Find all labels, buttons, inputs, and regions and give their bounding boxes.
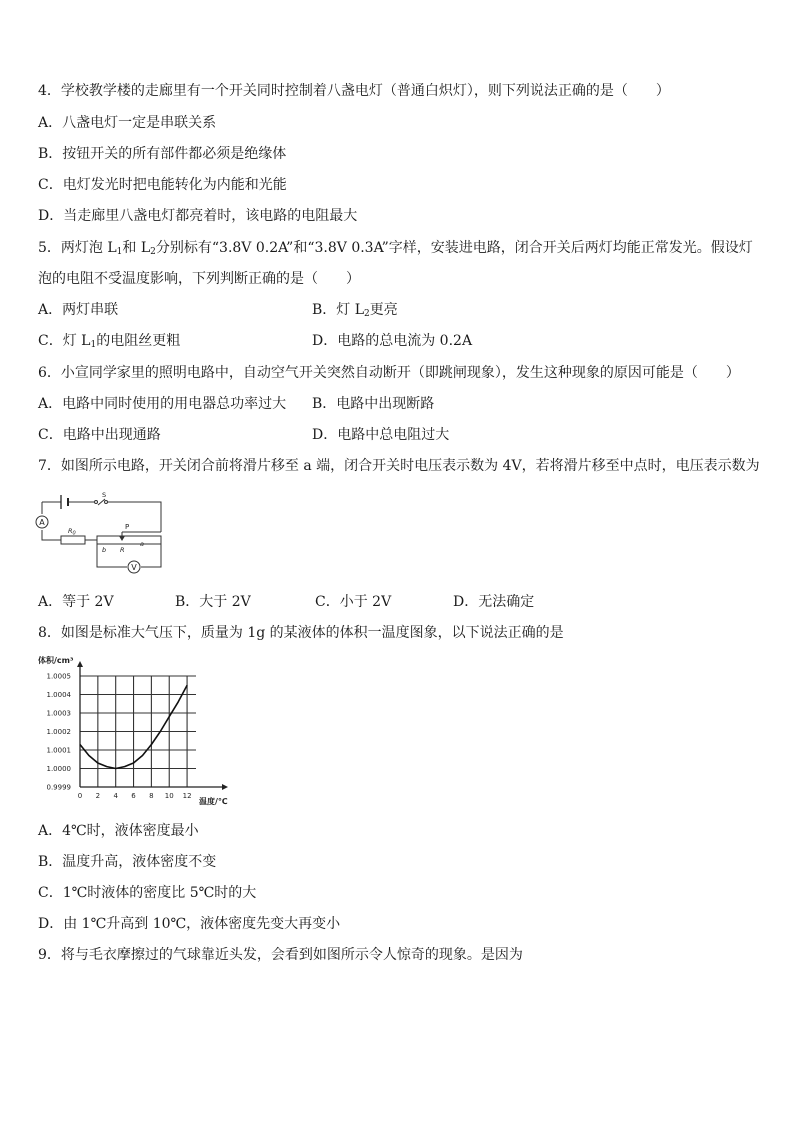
y-tick-label: 1.0000 bbox=[46, 765, 71, 773]
rheostat-end-a: a bbox=[140, 540, 144, 548]
x-tick-label: 0 bbox=[77, 792, 83, 800]
q7-option-a: A．等于 2V bbox=[38, 594, 114, 610]
y-axis-arrow bbox=[77, 661, 83, 667]
y-tick-label: 1.0003 bbox=[46, 709, 71, 718]
volume-temperature-chart bbox=[34, 652, 236, 812]
y-tick-label: 1.0002 bbox=[46, 728, 71, 736]
q6-option-a: A．电路中同时使用的用电器总功率过大 bbox=[38, 396, 287, 412]
y-tick-label: 0.9999 bbox=[46, 783, 71, 792]
q8-option-a: A．4℃时，液体密度最小 bbox=[38, 823, 199, 839]
rheostat-end-b: b bbox=[102, 546, 107, 554]
rheostat-label: R bbox=[120, 546, 125, 554]
q4-option-c: C．电灯发光时把电能转化为内能和光能 bbox=[38, 177, 287, 193]
q5-option-a: A．两灯串联 bbox=[38, 302, 119, 318]
q7-option-d: D．无法确定 bbox=[453, 594, 535, 610]
q5-option-d: D．电路的总电流为 0.2A bbox=[312, 333, 473, 349]
q6-stem: 6．小宣同学家里的照明电路中，自动空气开关突然自动断开（即跳闸现象），发生这种现象的原因可能是（ ） bbox=[38, 365, 740, 381]
x-tick-label: 2 bbox=[95, 792, 101, 800]
q5-stem-line2: 泡的电阻不受温度影响，下列判断正确的是（ ） bbox=[38, 271, 360, 287]
voltmeter-label: V bbox=[131, 563, 137, 572]
q6-option-d: D．电路中总电阻过大 bbox=[312, 427, 450, 443]
q4-stem: 4．学校教学楼的走廊里有一个开关同时控制着八盏电灯（普通白炽灯），则下列说法正确的是（ ） bbox=[38, 83, 670, 99]
q5-stem-line1: 5．两灯泡 $L_1$和 $L_2$分别标有“3.8V 0.2A”和“3.8V 0.3A”字样，安装进电路，闭合开关后两灯均能正常发光。假设灯 bbox=[38, 240, 753, 257]
fixed-resistor bbox=[61, 536, 85, 544]
q5-option-c: C．灯 $L_1$的电阻丝更粗 bbox=[38, 333, 181, 350]
q8-stem: 8．如图是标准大气压下，质量为 1g 的某液体的体积一温度图象，以下说法正确的是 bbox=[38, 625, 564, 641]
switch-contact-left bbox=[95, 501, 98, 504]
chart-y-axis-label: 体积/cm³ bbox=[38, 656, 74, 665]
q4-option-a: A．八盏电灯一定是串联关系 bbox=[38, 115, 217, 131]
q7-option-b: B．大于 2V bbox=[175, 594, 251, 610]
switch-label: S bbox=[102, 491, 107, 499]
q8-option-d: D．由 1℃升高到 10℃，液体密度先变大再变小 bbox=[38, 916, 341, 932]
q5-option-b: B．灯 $L_2$更亮 bbox=[312, 302, 398, 319]
q6-option-b: B．电路中出现断路 bbox=[312, 396, 435, 412]
q4-option-d: D．当走廊里八盏电灯都亮着时，该电路的电阻最大 bbox=[38, 208, 358, 224]
q4-option-b: B．按钮开关的所有部件都必须是绝缘体 bbox=[38, 146, 287, 162]
y-tick-label: 1.0005 bbox=[46, 672, 71, 681]
q7-option-c: C．小于 2V bbox=[315, 594, 392, 610]
rheostat bbox=[97, 536, 161, 544]
switch-contact-right bbox=[105, 501, 108, 504]
x-tick-label: 12 bbox=[182, 792, 192, 800]
slider-label: P bbox=[125, 523, 130, 531]
x-tick-label: 10 bbox=[164, 792, 174, 800]
x-tick-label: 4 bbox=[113, 792, 118, 800]
q9-stem: 9．将与毛衣摩擦过的气球靠近头发，会看到如图所示令人惊奇的现象。是因为 bbox=[38, 947, 523, 963]
x-tick-label: 6 bbox=[131, 792, 136, 800]
x-axis-arrow bbox=[222, 784, 228, 790]
y-tick-label: 1.0001 bbox=[46, 746, 71, 755]
chart-x-axis-label: 温度/℃ bbox=[199, 797, 228, 806]
q6-option-c: C．电路中出现通路 bbox=[38, 427, 161, 443]
fixed-resistor-label: $R_0$ bbox=[68, 527, 76, 537]
q7-circuit-diagram bbox=[34, 490, 164, 578]
x-tick-label: 8 bbox=[149, 792, 154, 800]
q7-stem: 7．如图所示电路，开关闭合前将滑片移至 a 端，闭合开关时电压表示数为 4V，若将滑片移至中点时，电压表示数为 bbox=[38, 458, 760, 474]
q8-option-c: C．1℃时液体的密度比 5℃时的大 bbox=[38, 885, 257, 901]
ammeter-label: A bbox=[39, 518, 45, 527]
y-tick-label: 1.0004 bbox=[46, 691, 71, 699]
q8-option-b: B．温度升高，液体密度不变 bbox=[38, 854, 217, 870]
